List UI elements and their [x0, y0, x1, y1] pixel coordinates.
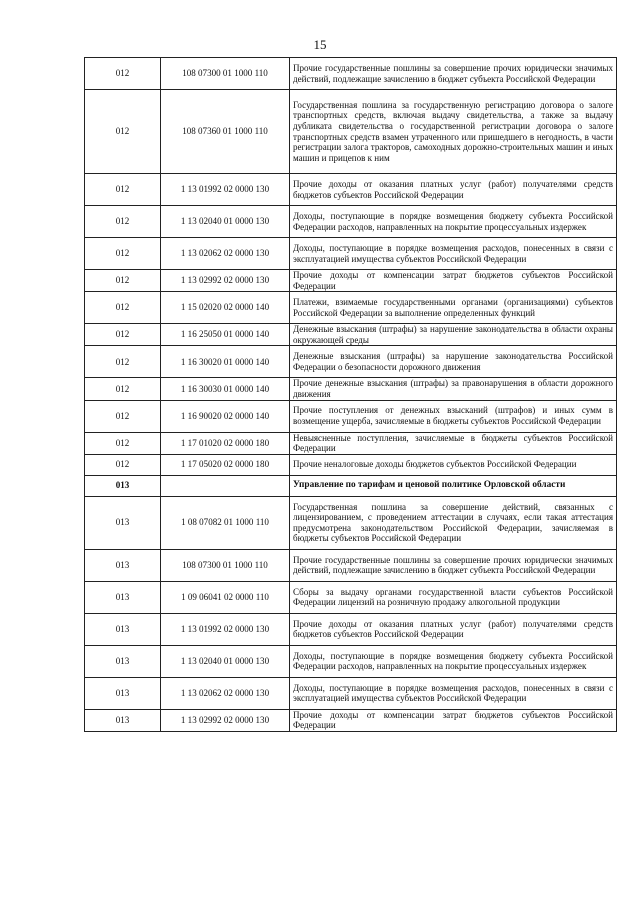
revenue-name-cell: Денежные взыскания (штрафы) за нарушение законодательства Российской Федерации о безопасности дорожного движения: [290, 346, 617, 378]
revenue-name-cell: Доходы, поступающие в порядке возмещения расходов, понесенных в связи с эксплуатацией имущества субъектов Российской Федерации: [290, 238, 617, 270]
revenue-code-cell: 1 15 02020 02 0000 140: [161, 292, 290, 324]
table-row: [85, 549, 617, 581]
admin-code-cell: 012: [85, 270, 161, 292]
admin-code-cell: 012: [85, 454, 161, 475]
revenue-code-cell: 1 16 30030 01 0000 140: [161, 378, 290, 400]
revenue-name-cell: Государственная пошлина за государственную регистрацию договора о залоге транспортных средств, включая выдачу свидетельства, а также за выдачу дубликата свидетельства о государственной регистрации договора о залоге транспортных средств взамен утраченного или пришедшего в негодность, в части регистрации залога тракторов, самоходных дорожно-строительных машин и иных машин и прицепов к ним: [290, 90, 617, 174]
table-row: [85, 581, 617, 613]
revenue-code-cell: 1 13 02062 02 0000 130: [161, 238, 290, 270]
admin-code-cell: 012: [85, 90, 161, 174]
revenue-code-cell: 1 13 02992 02 0000 130: [161, 709, 290, 731]
revenue-code-cell: 1 13 01992 02 0000 130: [161, 613, 290, 645]
table-row: [85, 496, 617, 549]
table-row: [85, 206, 617, 238]
revenue-name-cell: Прочие доходы от оказания платных услуг (работ) получателями средств бюджетов субъектов Российской Федерации: [290, 613, 617, 645]
revenue-code-cell: 1 16 30020 01 0000 140: [161, 346, 290, 378]
revenue-name-cell: Прочие доходы от компенсации затрат бюджетов субъектов Российской Федерации: [290, 709, 617, 731]
admin-code-cell: 013: [85, 709, 161, 731]
admin-code-cell: 013: [85, 645, 161, 677]
revenue-name-cell: Доходы, поступающие в порядке возмещения бюджету субъекта Российской Федерации расходов, направленных на покрытие процессуальных издержек: [290, 206, 617, 238]
table-row: [85, 645, 617, 677]
revenue-name-cell: Прочие денежные взыскания (штрафы) за правонарушения в области дорожного движения: [290, 378, 617, 400]
revenue-name-cell: Прочие неналоговые доходы бюджетов субъектов Российской Федерации: [290, 454, 617, 475]
revenue-name-cell: Прочие доходы от компенсации затрат бюджетов субъектов Российской Федерации: [290, 270, 617, 292]
admin-code-cell: 012: [85, 378, 161, 400]
revenue-name-cell: Доходы, поступающие в порядке возмещения расходов, понесенных в связи с эксплуатацией имущества субъектов Российской Федерации: [290, 677, 617, 709]
table-row: [85, 324, 617, 346]
revenue-code-cell: 1 13 01992 02 0000 130: [161, 174, 290, 206]
revenue-code-cell: 1 13 02040 01 0000 130: [161, 206, 290, 238]
revenue-name-cell: Доходы, поступающие в порядке возмещения бюджету субъекта Российской Федерации расходов, направленных на покрытие процессуальных издержек: [290, 645, 617, 677]
budget-revenue-table: [84, 57, 617, 732]
admin-code-cell: 013: [85, 549, 161, 581]
table-row: [85, 174, 617, 206]
admin-code-cell: 013: [85, 581, 161, 613]
table-row: [85, 292, 617, 324]
table-row: [85, 270, 617, 292]
admin-code-cell: 012: [85, 206, 161, 238]
table-row: [85, 400, 617, 432]
table-row: [85, 677, 617, 709]
admin-code-cell: 012: [85, 400, 161, 432]
admin-code-cell: 013: [85, 613, 161, 645]
page-number: 15: [313, 37, 327, 52]
table-row: [85, 238, 617, 270]
revenue-name-cell: Денежные взыскания (штрафы) за нарушение законодательства в области охраны окружающей среды: [290, 324, 617, 346]
table-row: [85, 454, 617, 475]
revenue-code-cell: 1 08 07082 01 1000 110: [161, 496, 290, 549]
revenue-code-cell: 108 07300 01 1000 110: [161, 549, 290, 581]
table-body: [85, 58, 617, 732]
section-header-row: [85, 475, 617, 496]
table-row: [85, 90, 617, 174]
revenue-code-cell: 1 16 25050 01 0000 140: [161, 324, 290, 346]
table-row: [85, 432, 617, 454]
admin-code-cell: 013: [85, 496, 161, 549]
revenue-name-cell: Управление по тарифам и ценовой политике Орловской области: [290, 475, 617, 496]
revenue-code-cell: 1 17 01020 02 0000 180: [161, 432, 290, 454]
table-row: [85, 709, 617, 731]
admin-code-cell: 012: [85, 238, 161, 270]
admin-code-cell: 013: [85, 677, 161, 709]
revenue-code-cell: 1 13 02992 02 0000 130: [161, 270, 290, 292]
revenue-code-cell: 108 07360 01 1000 110: [161, 90, 290, 174]
admin-code-cell: 012: [85, 58, 161, 90]
revenue-name-cell: Платежи, взимаемые государственными органами (организациями) субъектов Российской Федерации за выполнение определенных функций: [290, 292, 617, 324]
revenue-code-cell: 1 16 90020 02 0000 140: [161, 400, 290, 432]
revenue-code-cell: 1 13 02062 02 0000 130: [161, 677, 290, 709]
table-row: [85, 613, 617, 645]
table-row: [85, 346, 617, 378]
admin-code-cell: 012: [85, 432, 161, 454]
revenue-name-cell: Прочие государственные пошлины за совершение прочих юридически значимых действий, подлежащие зачислению в бюджет субъекта Российской Федерации: [290, 549, 617, 581]
revenue-name-cell: Сборы за выдачу органами государственной власти субъектов Российской Федерации лицензий на розничную продажу алкогольной продукции: [290, 581, 617, 613]
revenue-name-cell: Прочие доходы от оказания платных услуг (работ) получателями средств бюджетов субъектов Российской Федерации: [290, 174, 617, 206]
table-row: [85, 58, 617, 90]
revenue-name-cell: Государственная пошлина за совершение действий, связанных с лицензированием, с проведением аттестации в случаях, если такая аттестация предусмотрена законодательством Российской Федерации, зачисляемая в бюджеты субъектов Российской Федерации: [290, 496, 617, 549]
revenue-code-cell: 1 13 02040 01 0000 130: [161, 645, 290, 677]
revenue-code-cell: 108 07300 01 1000 110: [161, 58, 290, 90]
revenue-name-cell: Прочие поступления от денежных взысканий (штрафов) и иных сумм в возмещение ущерба, зачисляемые в бюджеты субъектов Российской Федерации: [290, 400, 617, 432]
admin-code-cell: 012: [85, 324, 161, 346]
revenue-code-cell: 1 17 05020 02 0000 180: [161, 454, 290, 475]
revenue-name-cell: Невыясненные поступления, зачисляемые в бюджеты субъектов Российской Федерации: [290, 432, 617, 454]
admin-code-cell: 012: [85, 292, 161, 324]
admin-code-cell: 012: [85, 174, 161, 206]
admin-code-cell: 013: [85, 475, 161, 496]
admin-code-cell: 012: [85, 346, 161, 378]
revenue-code-cell: 1 09 06041 02 0000 110: [161, 581, 290, 613]
revenue-name-cell: Прочие государственные пошлины за совершение прочих юридически значимых действий, подлежащие зачислению в бюджет субъекта Российской Федерации: [290, 58, 617, 90]
revenue-code-cell: [161, 475, 290, 496]
table-row: [85, 378, 617, 400]
